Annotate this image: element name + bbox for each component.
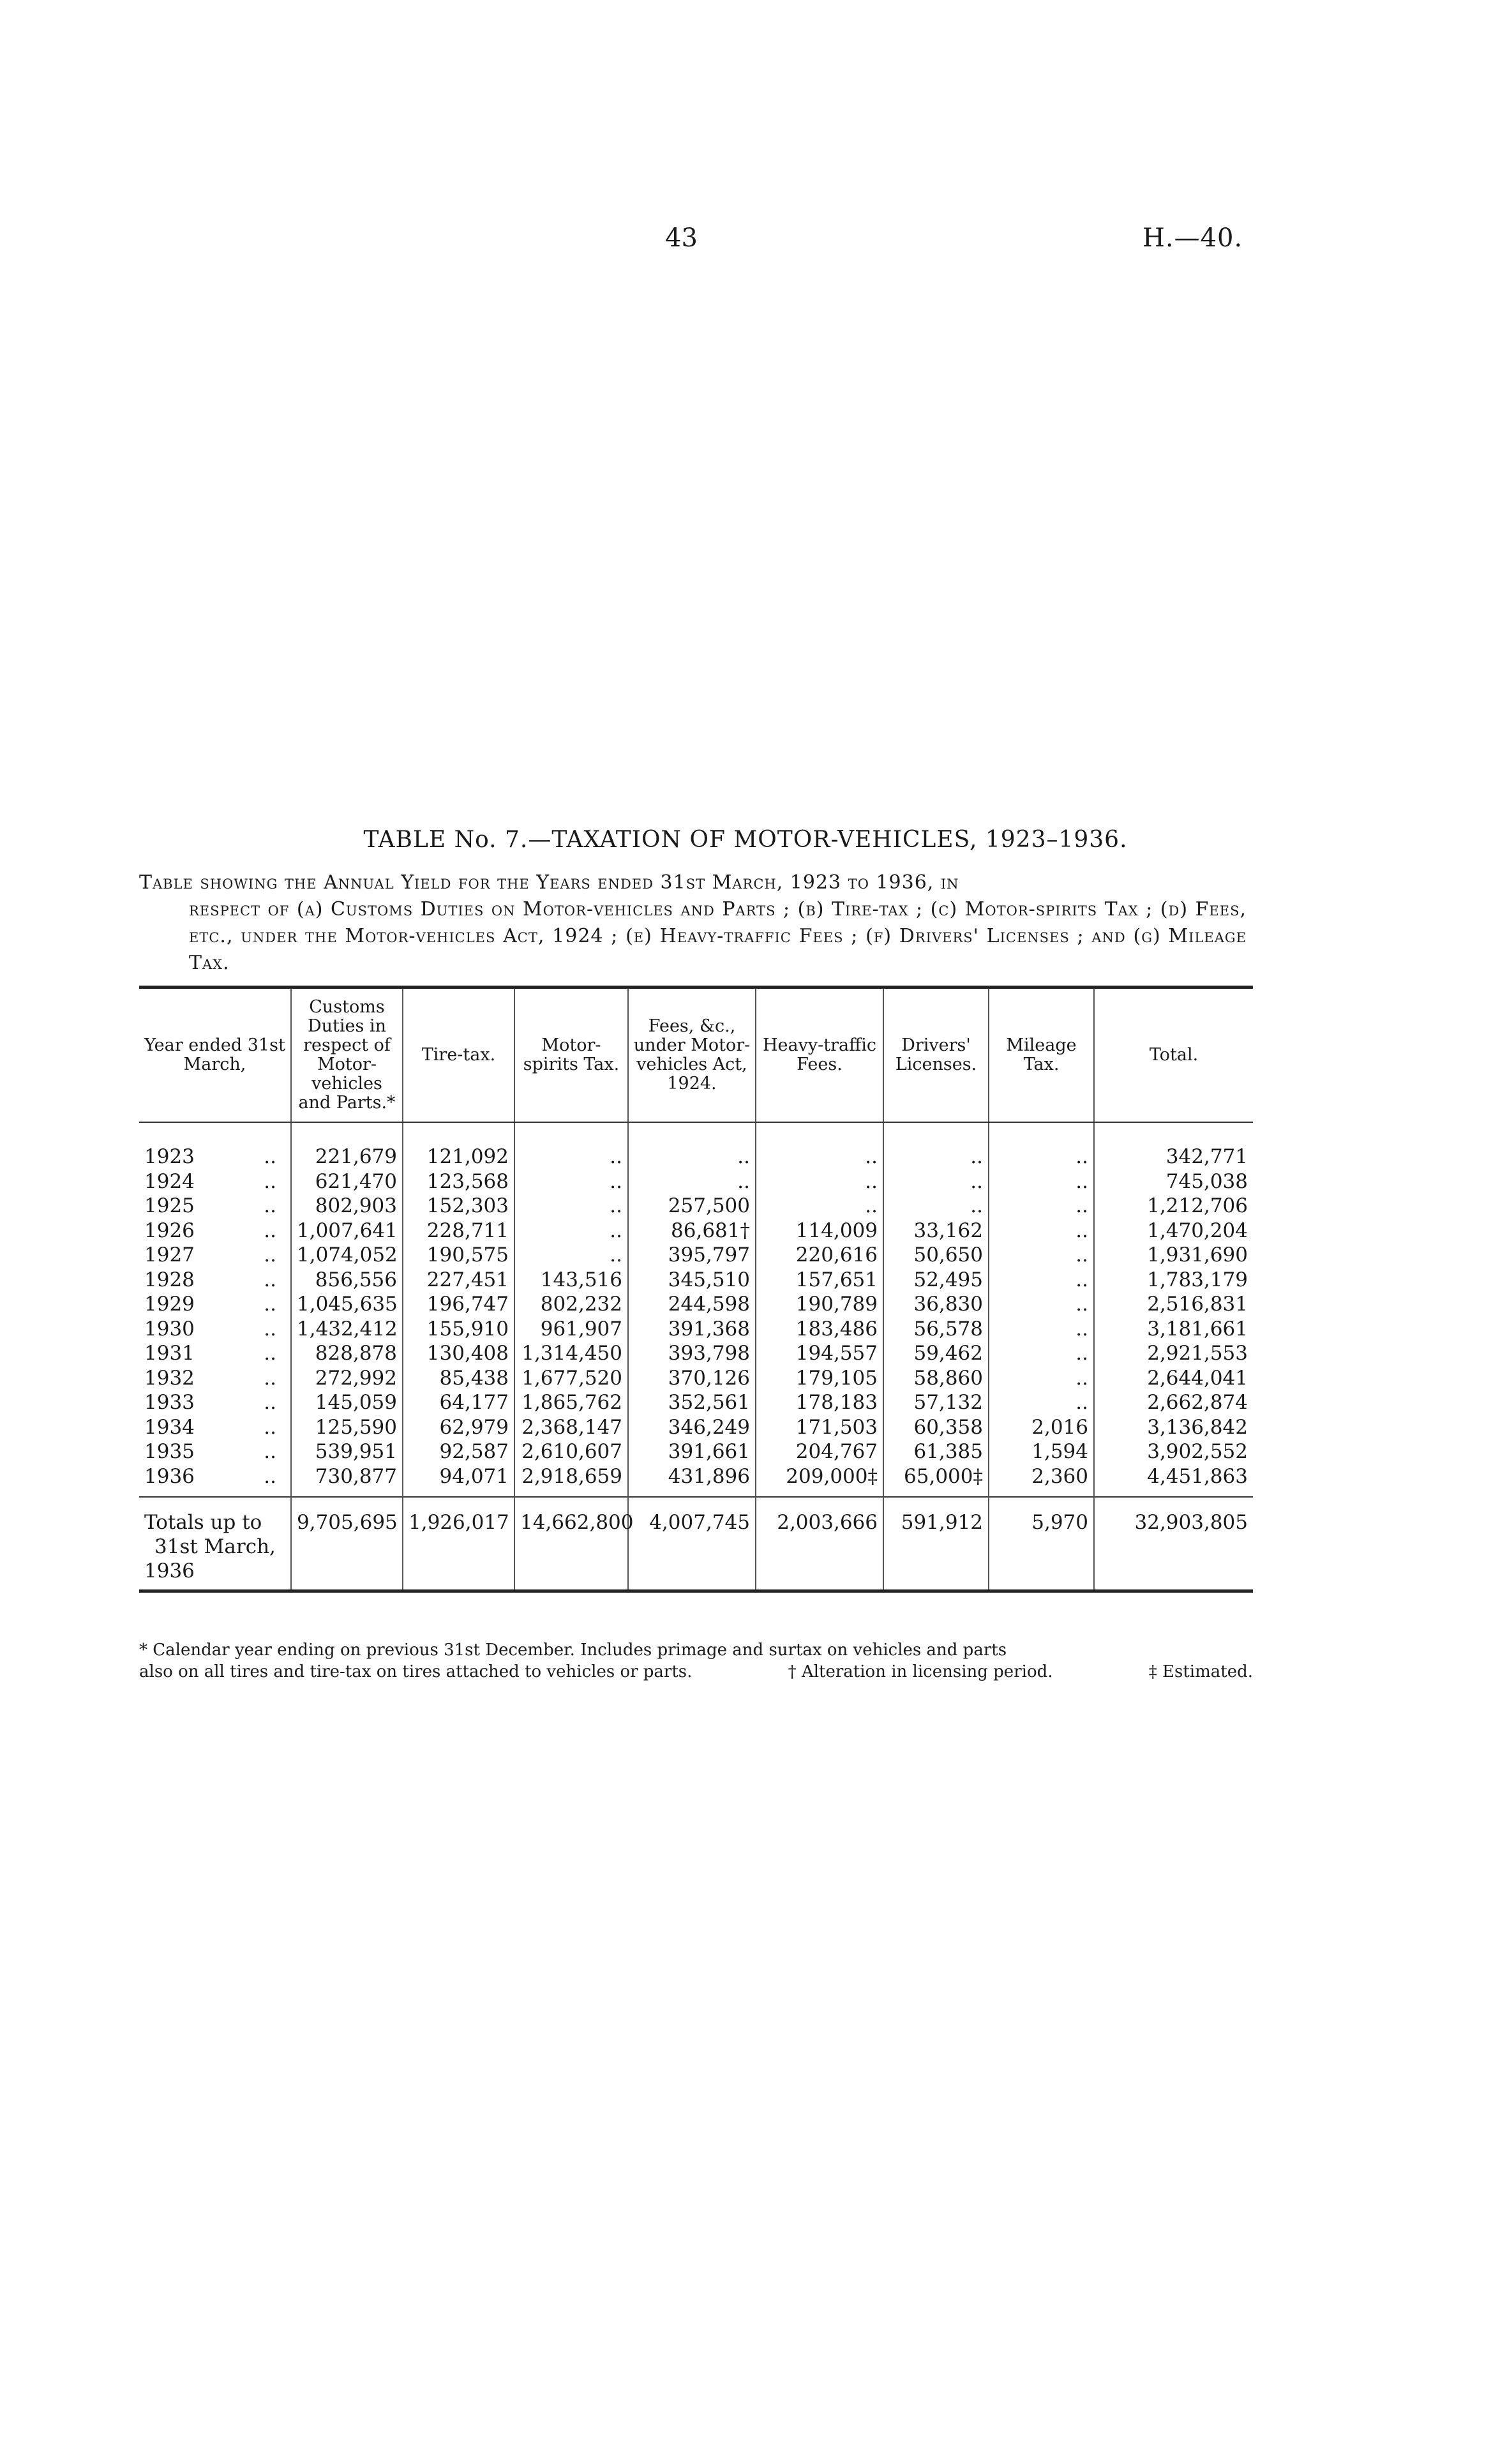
cell-year [139,1169,291,1194]
cell-motor-spirits: .. [514,1243,628,1268]
cell-customs: 802,903 [291,1194,403,1219]
cell-tire-tax: 152,303 [403,1194,514,1219]
cell-total: 2,644,041 [1094,1366,1253,1391]
table-row [139,1390,1253,1415]
cell-fees: 257,500 [628,1194,756,1219]
cell-tire-tax: 85,438 [403,1366,514,1391]
cell-drivers-licenses: 57,132 [883,1390,989,1415]
cell-drivers-licenses: 65,000‡ [883,1464,989,1489]
table-description [139,869,1247,977]
cell-year [139,1390,291,1415]
footnote [139,1639,1253,1683]
cell-motor-spirits: 1,677,520 [514,1366,628,1391]
cell-motor-spirits: 2,368,147 [514,1415,628,1440]
taxation-table [139,986,1253,1593]
cell-mileage-tax: .. [989,1366,1094,1391]
page-number: 43 [665,223,698,253]
table-row [139,1366,1253,1391]
year-value: 1931 [144,1342,195,1365]
cell-heavy-traffic: 209,000‡ [756,1464,883,1489]
table-row [139,1169,1253,1194]
table-row [139,1145,1253,1169]
cell-drivers-licenses: .. [883,1194,989,1219]
cell-tire-tax: 228,711 [403,1219,514,1243]
table-title: TABLE No. 7.—TAXATION OF MOTOR-VEHICLES, 1923–1936. [363,827,1128,853]
cell-heavy-traffic: 179,105 [756,1366,883,1391]
year-value: 1928 [144,1268,195,1291]
cell-year [139,1145,291,1169]
description-first-line: Table showing the Annual Yield for the Years ended 31st March, 1923 to 1936, in [139,871,959,894]
table-row [139,1317,1253,1342]
totals-label [139,1497,291,1591]
cell-tire-tax: 190,575 [403,1243,514,1268]
cell-total: 2,516,831 [1094,1292,1253,1317]
cell-year [139,1464,291,1489]
leader-dots: .. [264,1219,276,1242]
cell-heavy-traffic: 183,486 [756,1317,883,1342]
totals-heavy-traffic: 2,003,666 [756,1497,883,1591]
year-value: 1929 [144,1293,195,1316]
column-header-tire-tax: Tire-tax. [403,988,514,1123]
cell-heavy-traffic: 204,767 [756,1439,883,1464]
footnote-dagger: † Alteration in licensing period. [788,1662,1053,1681]
totals-motor-spirits: 14,662,800 [514,1497,628,1591]
cell-heavy-traffic: 190,789 [756,1292,883,1317]
cell-drivers-licenses: .. [883,1169,989,1194]
cell-heavy-traffic: 114,009 [756,1219,883,1243]
footnote-line1: * Calendar year ending on previous 31st December. Includes primage and surtax on vehicles and parts [139,1641,1007,1660]
cell-total: 1,931,690 [1094,1243,1253,1268]
cell-total: 342,771 [1094,1145,1253,1169]
cell-motor-spirits: 802,232 [514,1292,628,1317]
leader-dots: .. [264,1317,276,1341]
cell-heavy-traffic: 220,616 [756,1243,883,1268]
leader-dots: .. [264,1415,276,1439]
cell-tire-tax: 64,177 [403,1390,514,1415]
leader-dots: .. [264,1440,276,1463]
leader-dots: .. [264,1391,276,1414]
year-value: 1932 [144,1366,195,1390]
cell-fees: .. [628,1145,756,1169]
cell-tire-tax: 155,910 [403,1317,514,1342]
totals-grand-total: 32,903,805 [1094,1497,1253,1591]
cell-tire-tax: 130,408 [403,1341,514,1366]
cell-mileage-tax: .. [989,1268,1094,1293]
footnote-double-dagger: ‡ Estimated. [1148,1662,1253,1681]
cell-heavy-traffic: 157,651 [756,1268,883,1293]
column-header-year: Year ended 31st March, [139,988,291,1123]
cell-total: 3,902,552 [1094,1439,1253,1464]
cell-customs: 730,877 [291,1464,403,1489]
cell-year [139,1439,291,1464]
cell-tire-tax: 62,979 [403,1415,514,1440]
table-row [139,1194,1253,1219]
cell-tire-tax: 121,092 [403,1145,514,1169]
leader-dots: .. [264,1268,276,1291]
totals-mileage-tax: 5,970 [989,1497,1094,1591]
totals-row [139,1497,1253,1591]
cell-total: 3,136,842 [1094,1415,1253,1440]
column-header-drivers-licenses: Drivers' Licenses. [883,988,989,1123]
cell-tire-tax: 92,587 [403,1439,514,1464]
cell-fees: 391,368 [628,1317,756,1342]
cell-total: 745,038 [1094,1169,1253,1194]
totals-label-line1: Totals up to [144,1511,262,1534]
cell-drivers-licenses: 50,650 [883,1243,989,1268]
cell-total: 1,212,706 [1094,1194,1253,1219]
year-value: 1923 [144,1145,195,1168]
cell-drivers-licenses: 52,495 [883,1268,989,1293]
cell-drivers-licenses: 60,358 [883,1415,989,1440]
column-header-total: Total. [1094,988,1253,1123]
cell-drivers-licenses: 56,578 [883,1317,989,1342]
cell-customs: 221,679 [291,1145,403,1169]
year-value: 1926 [144,1219,195,1242]
table-header-row [139,988,1253,1123]
cell-customs: 272,992 [291,1366,403,1391]
cell-fees: 86,681† [628,1219,756,1243]
cell-mileage-tax: .. [989,1341,1094,1366]
cell-customs: 539,951 [291,1439,403,1464]
leader-dots: .. [264,1169,276,1193]
cell-fees: 393,798 [628,1341,756,1366]
cell-motor-spirits: 961,907 [514,1317,628,1342]
cell-total: 2,921,553 [1094,1341,1253,1366]
column-header-heavy-traffic: Heavy-traffic Fees. [756,988,883,1123]
cell-customs: 1,432,412 [291,1317,403,1342]
document-reference: H.—40. [1143,223,1243,253]
cell-fees: 370,126 [628,1366,756,1391]
cell-tire-tax: 94,071 [403,1464,514,1489]
column-header-customs: Customs Duties in respect of Motor-vehicles and Parts.* [291,988,403,1123]
cell-fees: .. [628,1169,756,1194]
cell-drivers-licenses: 61,385 [883,1439,989,1464]
table-row [139,1292,1253,1317]
cell-motor-spirits: .. [514,1219,628,1243]
cell-year [139,1341,291,1366]
table-body [139,1122,1253,1497]
cell-drivers-licenses: 36,830 [883,1292,989,1317]
cell-customs: 1,007,641 [291,1219,403,1243]
spacer-row [139,1122,1253,1145]
footnote-line2 [139,1661,1253,1683]
table-row [139,1268,1253,1293]
column-header-fees: Fees, &c., under Motor-vehicles Act, 1924. [628,988,756,1123]
cell-fees: 345,510 [628,1268,756,1293]
cell-mileage-tax: .. [989,1194,1094,1219]
cell-motor-spirits: 1,865,762 [514,1390,628,1415]
cell-mileage-tax: .. [989,1292,1094,1317]
year-value: 1930 [144,1317,195,1341]
cell-heavy-traffic: .. [756,1169,883,1194]
cell-drivers-licenses: .. [883,1145,989,1169]
totals-fees: 4,007,745 [628,1497,756,1591]
table-row [139,1243,1253,1268]
cell-fees: 346,249 [628,1415,756,1440]
cell-mileage-tax: .. [989,1243,1094,1268]
cell-mileage-tax: 2,016 [989,1415,1094,1440]
cell-motor-spirits: .. [514,1145,628,1169]
totals-label-line2: 31st March, [154,1535,276,1558]
cell-customs: 1,074,052 [291,1243,403,1268]
leader-dots: .. [264,1366,276,1390]
cell-fees: 391,661 [628,1439,756,1464]
cell-total: 3,181,661 [1094,1317,1253,1342]
cell-year [139,1194,291,1219]
cell-tire-tax: 227,451 [403,1268,514,1293]
table-row [139,1464,1253,1489]
cell-year [139,1415,291,1440]
taxation-table-wrapper [139,986,1253,1593]
cell-tire-tax: 196,747 [403,1292,514,1317]
totals-label-line3: 1936 [144,1559,195,1582]
cell-mileage-tax: .. [989,1390,1094,1415]
cell-heavy-traffic: .. [756,1145,883,1169]
leader-dots: .. [264,1293,276,1316]
cell-total: 1,783,179 [1094,1268,1253,1293]
cell-year [139,1292,291,1317]
cell-year [139,1243,291,1268]
cell-motor-spirits: 143,516 [514,1268,628,1293]
cell-drivers-licenses: 58,860 [883,1366,989,1391]
spacer-row [139,1489,1253,1497]
cell-customs: 145,059 [291,1390,403,1415]
cell-mileage-tax: .. [989,1219,1094,1243]
cell-fees: 431,896 [628,1464,756,1489]
year-value: 1925 [144,1194,195,1217]
cell-mileage-tax: .. [989,1169,1094,1194]
cell-heavy-traffic: .. [756,1194,883,1219]
leader-dots: .. [264,1194,276,1217]
cell-drivers-licenses: 33,162 [883,1219,989,1243]
year-value: 1935 [144,1440,195,1463]
cell-customs: 856,556 [291,1268,403,1293]
cell-mileage-tax: 2,360 [989,1464,1094,1489]
cell-motor-spirits: 2,610,607 [514,1439,628,1464]
cell-drivers-licenses: 59,462 [883,1341,989,1366]
table-row [139,1439,1253,1464]
totals-drivers-licenses: 591,912 [883,1497,989,1591]
cell-mileage-tax: .. [989,1145,1094,1169]
cell-customs: 125,590 [291,1415,403,1440]
year-value: 1927 [144,1243,195,1266]
year-value: 1924 [144,1169,195,1193]
cell-heavy-traffic: 171,503 [756,1415,883,1440]
page-header [0,223,1491,262]
table-row [139,1415,1253,1440]
cell-year [139,1366,291,1391]
column-header-mileage-tax: Mileage Tax. [989,988,1094,1123]
cell-mileage-tax: 1,594 [989,1439,1094,1464]
cell-heavy-traffic: 178,183 [756,1390,883,1415]
leader-dots: .. [264,1464,276,1488]
cell-customs: 1,045,635 [291,1292,403,1317]
cell-tire-tax: 123,568 [403,1169,514,1194]
cell-fees: 244,598 [628,1292,756,1317]
leader-dots: .. [264,1342,276,1365]
totals-tire-tax: 1,926,017 [403,1497,514,1591]
leader-dots: .. [264,1145,276,1168]
cell-motor-spirits: 2,918,659 [514,1464,628,1489]
cell-fees: 352,561 [628,1390,756,1415]
description-rest: respect of (a) Customs Duties on Motor-vehicles and Parts ; (b) Tire-tax ; (c) Motor-spirits Tax ; (d) Fees, etc., under the Motor-vehicles Act, 1924 ; (e) Heavy-traffic Fees ; (f) Drivers' Licenses ; and (g) Mileage Tax. [189,898,1247,974]
cell-year [139,1219,291,1243]
table-row [139,1341,1253,1366]
cell-mileage-tax: .. [989,1317,1094,1342]
cell-heavy-traffic: 194,557 [756,1341,883,1366]
cell-motor-spirits: .. [514,1194,628,1219]
table-row [139,1219,1253,1243]
cell-motor-spirits: .. [514,1169,628,1194]
cell-customs: 828,878 [291,1341,403,1366]
cell-customs: 621,470 [291,1169,403,1194]
cell-year [139,1317,291,1342]
year-value: 1936 [144,1464,195,1488]
cell-total: 1,470,204 [1094,1219,1253,1243]
cell-total: 2,662,874 [1094,1390,1253,1415]
leader-dots: .. [264,1243,276,1266]
totals-customs: 9,705,695 [291,1497,403,1591]
cell-fees: 395,797 [628,1243,756,1268]
footnote-line2-main: also on all tires and tire-tax on tires attached to vehicles or parts. [139,1662,693,1681]
cell-year [139,1268,291,1293]
column-header-motor-spirits: Motor-spirits Tax. [514,988,628,1123]
year-value: 1933 [144,1391,195,1414]
year-value: 1934 [144,1415,195,1439]
cell-total: 4,451,863 [1094,1464,1253,1489]
cell-motor-spirits: 1,314,450 [514,1341,628,1366]
